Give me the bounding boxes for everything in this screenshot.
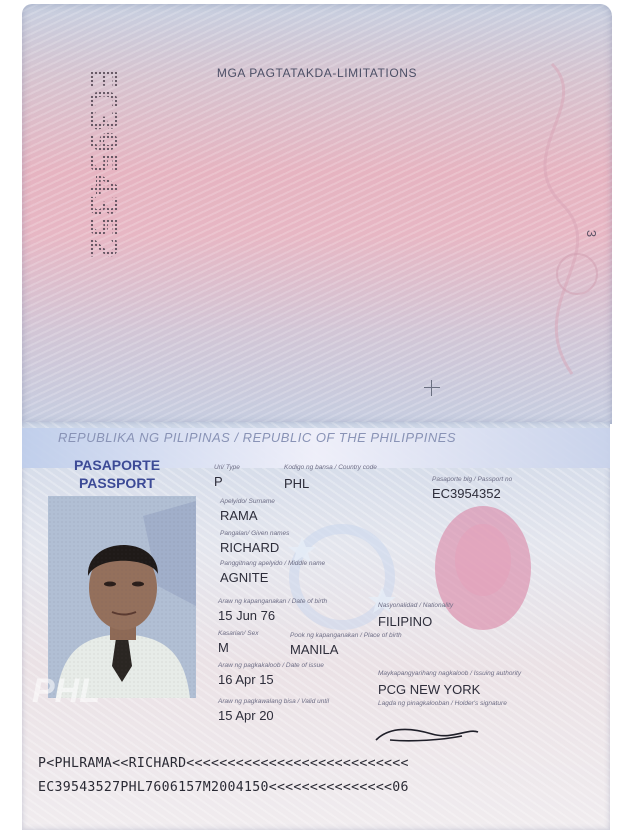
sex-label: Kasarian/ Sex [218, 630, 259, 637]
watermark-pattern [492, 44, 612, 414]
passport-no-value: EC3954352 [432, 486, 501, 501]
date-of-birth-value: 15 Jun 76 [218, 608, 276, 623]
limitations-page [22, 4, 612, 424]
holder-photo [48, 496, 196, 698]
valid-until-value: 15 Apr 20 [218, 708, 274, 723]
signature-label: Lagda ng pinagkalooban / Holder's signature [378, 700, 507, 707]
given-names-label: Pangalan/ Given names [220, 530, 290, 537]
surname-label: Apelyido/ Surname [220, 498, 275, 505]
issuing-authority-value: PCG NEW YORK [378, 682, 481, 697]
crosshair-cursor-icon [424, 380, 440, 396]
limitations-heading: MGA PAGTATAKDA-LIMITATIONS [216, 66, 418, 80]
place-of-birth-value: MANILA [290, 642, 339, 657]
mrz-line-2: EC39543527PHL7606157M2004150<<<<<<<<<<<<<<<06 [38, 780, 409, 795]
type-value: P [214, 474, 223, 489]
given-names-value: RICHARD [220, 540, 280, 555]
passport-no-label: Pasaporte blg / Passport no [432, 476, 513, 483]
type-label: Uri/ Type [214, 464, 240, 471]
republic-line: REPUBLIKA NG PILIPINAS / REPUBLIC OF THE PHILIPPINES [58, 430, 457, 445]
holder-signature [372, 718, 482, 748]
page-number: 3 [584, 229, 600, 238]
date-of-issue-label: Araw ng pagkakaloob / Date of issue [218, 662, 324, 669]
surname-value: RAMA [220, 508, 258, 523]
nationality-label: Nasyonalidad / Nationality [378, 602, 454, 609]
issuing-authority-label: Maykapangyarihang nagkaloob / Issuing authority [378, 670, 522, 677]
valid-until-label: Araw ng pagkawalang bisa / Valid until [218, 698, 330, 705]
passport-data-page [22, 422, 610, 830]
nationality-value: FILIPINO [378, 614, 433, 629]
country-code-value: PHL [284, 476, 310, 491]
middle-name-label: Panggitnang apelyido / Middle name [220, 560, 326, 567]
middle-name-value: AGNITE [220, 570, 269, 585]
date-of-issue-value: 16 Apr 15 [218, 672, 274, 687]
country-code-label: Kodigo ng bansa / Country code [284, 464, 377, 471]
mrz-line-1: P<PHLRAMA<<RICHARD<<<<<<<<<<<<<<<<<<<<<<<<<<< [38, 756, 409, 771]
ghost-image [430, 502, 536, 640]
sex-value: M [218, 640, 229, 655]
date-of-birth-label: Araw ng kapanganakan / Date of birth [218, 598, 328, 605]
holder-portrait-icon [48, 496, 196, 698]
perforated-number-text: EC3954352 [81, 67, 124, 259]
place-of-birth-label: Pook ng kapanganakan / Place of birth [290, 632, 402, 639]
title-tagalog: PASAPORTE [73, 457, 161, 473]
title-english: PASSPORT [79, 475, 155, 491]
perforated-passport-number [50, 62, 124, 362]
phl-watermark: PHL [32, 672, 100, 710]
passport-title [62, 456, 172, 492]
